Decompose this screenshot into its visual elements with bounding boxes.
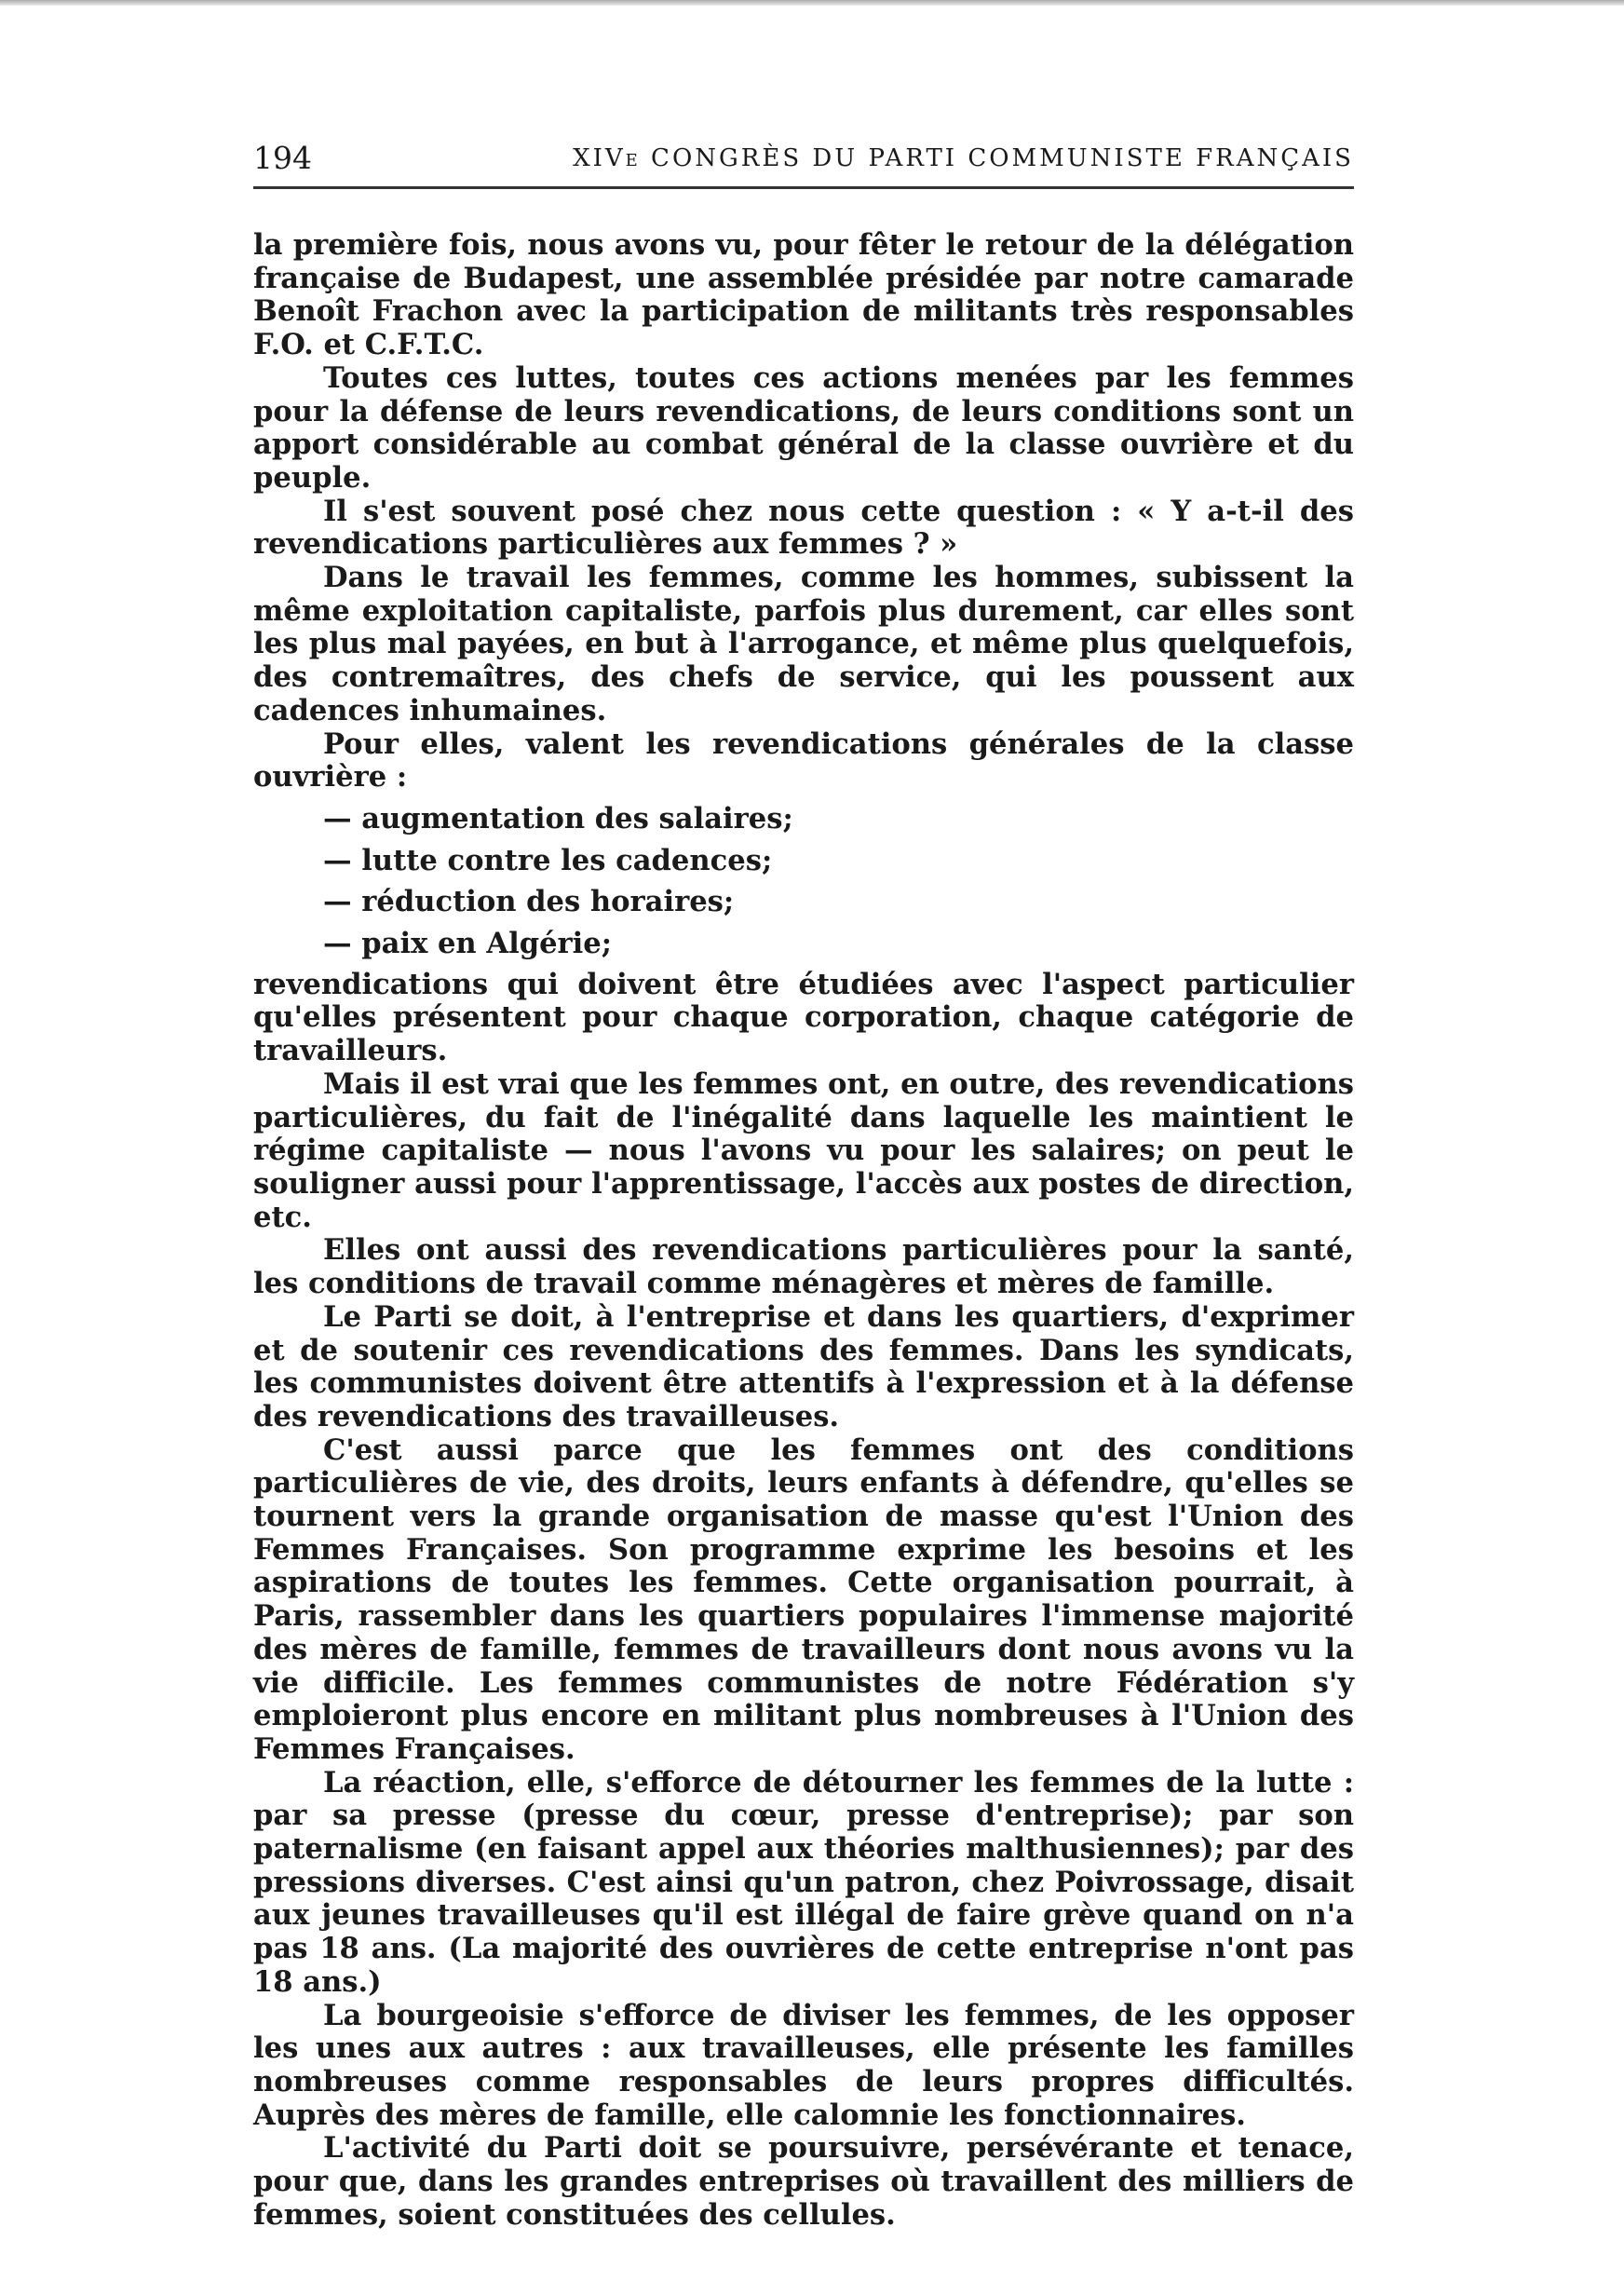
scan-edge (0, 0, 1624, 6)
list-item: — lutte contre les cadences; (323, 843, 773, 877)
paragraph: La réaction, elle, s'efforce de détourner les femmes de la lutte : par sa presse (presse du cœur, presse d'entreprise); par son paternalisme (en faisant appel aux théories malthusiennes); par des pressions diverses. C'est ainsi qu'un patron, chez Poivrossage, disait aux jeunes travailleuses qu'il est illégal de faire grève quand on n'a pas 18 ans. (La majorité des ouvrières de cette entreprise n'ont pas 18 ans.) (253, 1765, 1354, 1999)
paragraph: L'activité du Parti doit se poursuivre, persévérante et tenace, pour que, dans les grandes entreprises où travaillent des milliers de femmes, soient constituées des cellules. (253, 2131, 1354, 2232)
paragraph: Il s'est souvent posé chez nous cette question : « Y a-t-il des revendications particulières aux femmes ? » (253, 494, 1354, 562)
paragraph: Elles ont aussi des revendications particulières pour la santé, les conditions de travail comme ménagères et mères de famille. (253, 1233, 1354, 1301)
page-header (253, 140, 1354, 177)
running-title: XIVe CONGRÈS DU PARTI COMMUNISTE FRANÇAIS (573, 144, 1354, 172)
paragraph: Le Parti se doit, à l'entreprise et dans les quartiers, d'exprimer et de soutenir ces revendications des femmes. Dans les syndicats, les communistes doivent être attentifs à l'expression et à la défense des revendications des travailleuses. (253, 1299, 1354, 1433)
paragraph: Pour elles, valent les revendications générales de la classe ouvrière : (253, 727, 1354, 794)
page-number: 194 (253, 140, 312, 176)
paragraph: La bourgeoisie s'efforce de diviser les femmes, de les opposer les unes aux autres : aux travailleuses, elle présente les familles nombreuses comme responsables de leurs propres difficultés. Auprès des mères de famille, elle calomnie les fonctionnaires. (253, 1998, 1354, 2132)
paragraph: Dans le travail les femmes, comme les hommes, subissent la même exploitation capitaliste, parfois plus durement, car elles sont les plus mal payées, en but à l'arrogance, et même plus quelquefois, des contremaîtres, des chefs de service, qui les poussent aux cadences inhumaines. (253, 561, 1354, 727)
header-rule (253, 186, 1354, 189)
paragraph: Toutes ces luttes, toutes ces actions menées par les femmes pour la défense de leurs revendications, de leurs conditions sont un apport considérable au combat général de la classe ouvrière et du peuple. (253, 360, 1354, 495)
paragraph: Mais il est vrai que les femmes ont, en outre, des revendications particulières, du fait de l'inégalité dans laquelle les maintient le régime capitaliste — nous l'avons vu pour les salaires; on peut le souligner aussi pour l'apprentissage, l'accès aux postes de direction, etc. (253, 1066, 1354, 1234)
paragraph: revendications qui doivent être étudiées avec l'aspect particulier qu'elles présentent pour chaque corporation, chaque catégorie de travailleurs. (253, 967, 1354, 1068)
list-item: — augmentation des salaires; (323, 801, 793, 835)
list-item: — réduction des horaires; (323, 885, 735, 919)
paragraph: C'est aussi parce que les femmes ont des conditions particulières de vie, des droits, leurs enfants à défendre, qu'elles se tournent vers la grande organisation de masse qu'est l'Union des Femmes Françaises. Son programme exprime les besoins et les aspirations de toutes les femmes. Cette organisation pourrait, à Paris, rassembler dans les quartiers populaires l'immense majorité des mères de famille, femmes de travailleurs dont nous avons vu la vie difficile. Les femmes communistes de notre Fédération s'y emploieront plus encore en militant plus nombreuses à l'Union des Femmes Françaises. (253, 1433, 1354, 1766)
list-item: — paix en Algérie; (323, 927, 613, 961)
paragraph: la première fois, nous avons vu, pour fêter le retour de la délégation française de Budapest, une assemblée présidée par notre camarade Benoît Frachon avec la participation de militants très responsables F.O. et C.F.T.C. (253, 228, 1354, 362)
body-text (253, 229, 1354, 2232)
